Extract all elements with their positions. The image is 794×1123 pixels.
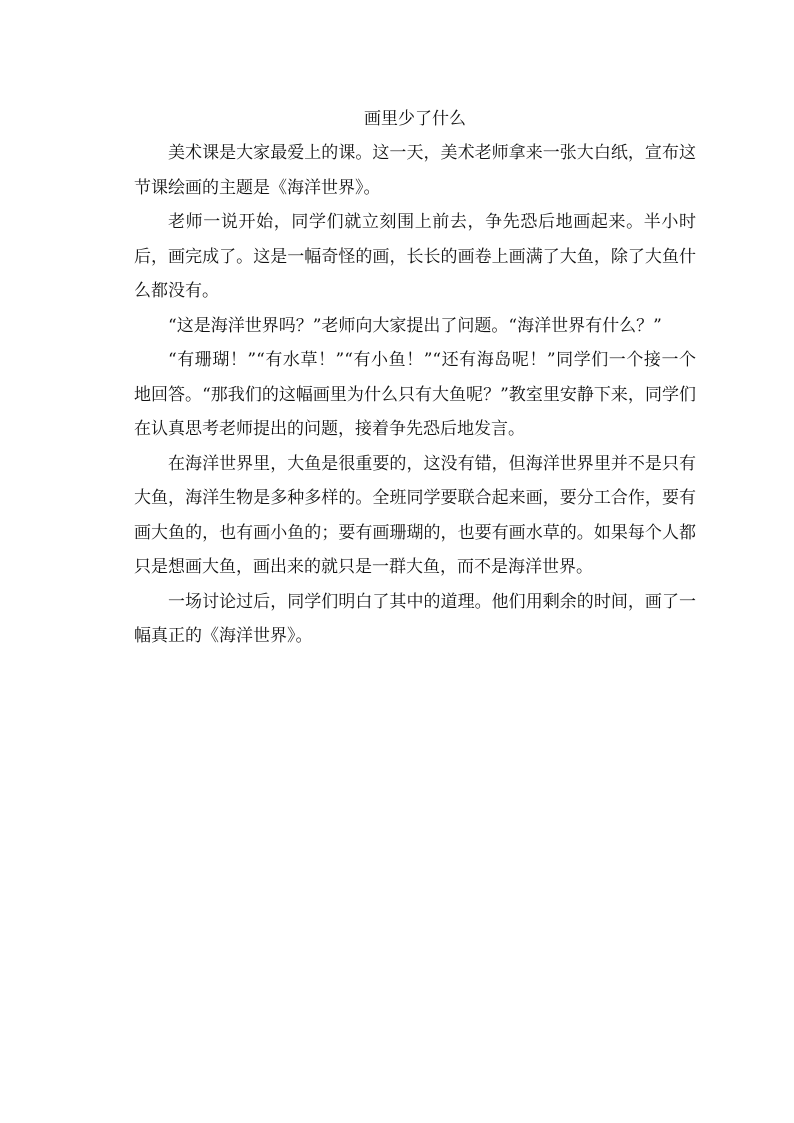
document-body — [134, 102, 696, 654]
paragraph-6: 一场讨论过后，同学们明白了其中的道理。他们用剩余的时间，画了一幅真正的《海洋世界》。 — [134, 591, 696, 646]
paragraph-5: 在海洋世界里，大鱼是很重要的，这没有错，但海洋世界里并不是只有大鱼，海洋生物是多种多样的。全班同学要联合起来画，要分工合作，要有画大鱼的，也有画小鱼的；要有画珊瑚的，也要有画水草的。如果每个人都只是想画大鱼，画出来的就只是一群大鱼，而不是海洋世界。 — [134, 453, 696, 577]
paragraph-2: 老师一说开始，同学们就立刻围上前去，争先恐后地画起来。半小时后，画完成了。这是一幅奇怪的画，长长的画卷上画满了大鱼，除了大鱼什么都没有。 — [134, 212, 696, 301]
paragraph-4: “有珊瑚！”“有水草！”“有小鱼！”“还有海岛呢！”同学们一个接一个地回答。“那我们的这幅画里为什么只有大鱼呢？”教室里安静下来，同学们在认真思考老师提出的问题，接着争先恐后地发言。 — [134, 350, 696, 439]
paragraph-3: “这是海洋世界吗？”老师向大家提出了问题。“海洋世界有什么？” — [168, 315, 662, 336]
paragraph-1: 美术课是大家最爱上的课。这一天，美术老师拿来一张大白纸，宣布这节课绘画的主题是《海洋世界》。 — [134, 143, 696, 198]
page-title: 画里少了什么 — [364, 109, 466, 129]
